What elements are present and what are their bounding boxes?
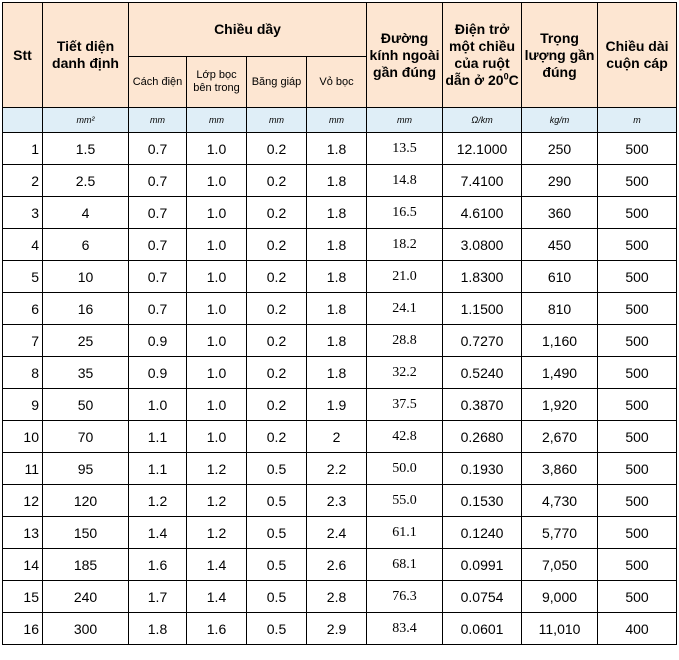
cell-cach-dien: 0.7 <box>129 197 187 229</box>
table-row <box>3 133 677 165</box>
header-dien-tro <box>443 3 522 108</box>
cell-trong-luong: 290 <box>522 165 598 197</box>
cell-tiet-dien: 300 <box>43 613 129 645</box>
header-dien-tro-unit: C <box>508 72 519 88</box>
cell-vo-boc: 2.4 <box>307 517 367 549</box>
cell-chieu-dai: 400 <box>598 613 677 645</box>
cell-trong-luong: 7,050 <box>522 549 598 581</box>
cell-cach-dien: 1.2 <box>129 485 187 517</box>
cell-bang-giap: 0.2 <box>247 421 307 453</box>
cell-vo-boc: 2.9 <box>307 613 367 645</box>
cell-stt: 8 <box>3 357 43 389</box>
cell-chieu-dai: 500 <box>598 133 677 165</box>
cell-trong-luong: 9,000 <box>522 581 598 613</box>
cell-bang-giap: 0.2 <box>247 357 307 389</box>
cell-duong-kinh: 28.8 <box>367 325 443 357</box>
unit-vo-boc: mm <box>307 108 367 133</box>
cell-chieu-dai: 500 <box>598 197 677 229</box>
header-dien-tro-text: Điện trở một chiều của ruột dẫn ở 20 <box>445 21 516 88</box>
cell-cach-dien: 1.8 <box>129 613 187 645</box>
cell-lop-boc: 1.2 <box>187 453 247 485</box>
cell-duong-kinh: 14.8 <box>367 165 443 197</box>
cell-trong-luong: 450 <box>522 229 598 261</box>
cell-bang-giap: 0.2 <box>247 229 307 261</box>
cell-vo-boc: 1.8 <box>307 325 367 357</box>
cell-trong-luong: 4,730 <box>522 485 598 517</box>
cell-tiet-dien: 240 <box>43 581 129 613</box>
cell-trong-luong: 810 <box>522 293 598 325</box>
cell-vo-boc: 1.8 <box>307 133 367 165</box>
cell-tiet-dien: 4 <box>43 197 129 229</box>
cell-dien-tro: 0.2680 <box>443 421 522 453</box>
cell-lop-boc: 1.0 <box>187 229 247 261</box>
cell-dien-tro: 0.7270 <box>443 325 522 357</box>
cell-duong-kinh: 55.0 <box>367 485 443 517</box>
cell-bang-giap: 0.5 <box>247 549 307 581</box>
cell-tiet-dien: 50 <box>43 389 129 421</box>
table-row <box>3 293 677 325</box>
cell-tiet-dien: 150 <box>43 517 129 549</box>
cell-dien-tro: 7.4100 <box>443 165 522 197</box>
cell-stt: 10 <box>3 421 43 453</box>
cell-stt: 14 <box>3 549 43 581</box>
cell-dien-tro: 0.0991 <box>443 549 522 581</box>
header-vo-boc: Vỏ bọc <box>307 57 367 108</box>
table-row <box>3 549 677 581</box>
cell-dien-tro: 0.1930 <box>443 453 522 485</box>
cell-vo-boc: 1.8 <box>307 293 367 325</box>
cell-lop-boc: 1.6 <box>187 613 247 645</box>
cell-lop-boc: 1.0 <box>187 357 247 389</box>
cell-cach-dien: 0.7 <box>129 261 187 293</box>
cell-duong-kinh: 32.2 <box>367 357 443 389</box>
cell-duong-kinh: 42.8 <box>367 421 443 453</box>
header-cach-dien: Cách điện <box>129 57 187 108</box>
cell-chieu-dai: 500 <box>598 261 677 293</box>
unit-chieu-dai: m <box>598 108 677 133</box>
cell-stt: 16 <box>3 613 43 645</box>
unit-tiet-dien: mm² <box>43 108 129 133</box>
cell-stt: 5 <box>3 261 43 293</box>
cell-cach-dien: 1.7 <box>129 581 187 613</box>
unit-lop-boc: mm <box>187 108 247 133</box>
header-duong-kinh: Đường kính ngoài gần đúng <box>367 3 443 108</box>
cell-trong-luong: 5,770 <box>522 517 598 549</box>
cell-chieu-dai: 500 <box>598 389 677 421</box>
cell-lop-boc: 1.0 <box>187 293 247 325</box>
header-stt: Stt <box>3 3 43 108</box>
cell-vo-boc: 1.8 <box>307 229 367 261</box>
table-row <box>3 325 677 357</box>
cell-duong-kinh: 18.2 <box>367 229 443 261</box>
cell-bang-giap: 0.5 <box>247 613 307 645</box>
cell-lop-boc: 1.0 <box>187 133 247 165</box>
header-tiet-dien: Tiết diện danh định <box>43 3 129 108</box>
units-row <box>3 108 677 133</box>
table-row <box>3 197 677 229</box>
cell-trong-luong: 2,670 <box>522 421 598 453</box>
table-row <box>3 613 677 645</box>
cell-dien-tro: 0.0754 <box>443 581 522 613</box>
table-row <box>3 389 677 421</box>
unit-cach-dien: mm <box>129 108 187 133</box>
cell-cach-dien: 1.1 <box>129 453 187 485</box>
cell-cach-dien: 1.0 <box>129 389 187 421</box>
cell-stt: 9 <box>3 389 43 421</box>
cell-cach-dien: 0.7 <box>129 293 187 325</box>
cell-cach-dien: 1.6 <box>129 549 187 581</box>
table-row <box>3 421 677 453</box>
cell-cach-dien: 0.7 <box>129 165 187 197</box>
cell-chieu-dai: 500 <box>598 517 677 549</box>
header-dien-tro-sup: 0 <box>503 71 509 82</box>
cell-stt: 3 <box>3 197 43 229</box>
cell-vo-boc: 1.9 <box>307 389 367 421</box>
cell-stt: 1 <box>3 133 43 165</box>
cell-cach-dien: 0.9 <box>129 325 187 357</box>
cell-vo-boc: 1.8 <box>307 165 367 197</box>
cell-chieu-dai: 500 <box>598 293 677 325</box>
cell-duong-kinh: 16.5 <box>367 197 443 229</box>
cell-vo-boc: 2.8 <box>307 581 367 613</box>
cell-tiet-dien: 185 <box>43 549 129 581</box>
table-row <box>3 517 677 549</box>
cell-lop-boc: 1.0 <box>187 325 247 357</box>
cell-cach-dien: 0.9 <box>129 357 187 389</box>
cell-bang-giap: 0.2 <box>247 261 307 293</box>
cell-chieu-dai: 500 <box>598 485 677 517</box>
table-row <box>3 261 677 293</box>
cell-stt: 12 <box>3 485 43 517</box>
cell-vo-boc: 2.6 <box>307 549 367 581</box>
unit-stt <box>3 108 43 133</box>
cell-bang-giap: 0.5 <box>247 581 307 613</box>
cell-bang-giap: 0.2 <box>247 293 307 325</box>
cell-chieu-dai: 500 <box>598 165 677 197</box>
table-row <box>3 165 677 197</box>
cell-chieu-dai: 500 <box>598 229 677 261</box>
cell-bang-giap: 0.2 <box>247 325 307 357</box>
cell-duong-kinh: 68.1 <box>367 549 443 581</box>
unit-bang-giap: mm <box>247 108 307 133</box>
cell-bang-giap: 0.2 <box>247 389 307 421</box>
header-bang-giap: Băng giáp <box>247 57 307 108</box>
cell-trong-luong: 1,920 <box>522 389 598 421</box>
cell-tiet-dien: 10 <box>43 261 129 293</box>
cell-tiet-dien: 25 <box>43 325 129 357</box>
cell-chieu-dai: 500 <box>598 549 677 581</box>
cell-trong-luong: 3,860 <box>522 453 598 485</box>
cell-lop-boc: 1.0 <box>187 389 247 421</box>
cell-vo-boc: 2.2 <box>307 453 367 485</box>
cell-duong-kinh: 24.1 <box>367 293 443 325</box>
cell-stt: 4 <box>3 229 43 261</box>
cell-trong-luong: 1,490 <box>522 357 598 389</box>
unit-duong-kinh: mm <box>367 108 443 133</box>
header-row <box>3 3 677 57</box>
unit-dien-tro: Ω/km <box>443 108 522 133</box>
cell-trong-luong: 360 <box>522 197 598 229</box>
table-row <box>3 229 677 261</box>
cable-spec-table <box>2 2 677 645</box>
cell-trong-luong: 11,010 <box>522 613 598 645</box>
cell-bang-giap: 0.2 <box>247 197 307 229</box>
cell-vo-boc: 1.8 <box>307 357 367 389</box>
cell-dien-tro: 0.1240 <box>443 517 522 549</box>
cell-bang-giap: 0.5 <box>247 453 307 485</box>
table-row <box>3 485 677 517</box>
cell-duong-kinh: 83.4 <box>367 613 443 645</box>
cell-trong-luong: 610 <box>522 261 598 293</box>
cell-chieu-dai: 500 <box>598 453 677 485</box>
cell-duong-kinh: 76.3 <box>367 581 443 613</box>
cell-cach-dien: 0.7 <box>129 229 187 261</box>
cell-stt: 7 <box>3 325 43 357</box>
cell-dien-tro: 3.0800 <box>443 229 522 261</box>
cell-cach-dien: 0.7 <box>129 133 187 165</box>
cell-lop-boc: 1.4 <box>187 549 247 581</box>
cell-chieu-dai: 500 <box>598 581 677 613</box>
cell-duong-kinh: 50.0 <box>367 453 443 485</box>
table-row <box>3 357 677 389</box>
cell-tiet-dien: 1.5 <box>43 133 129 165</box>
cell-tiet-dien: 70 <box>43 421 129 453</box>
cell-tiet-dien: 120 <box>43 485 129 517</box>
cell-bang-giap: 0.2 <box>247 165 307 197</box>
header-chieu-dai: Chiều dài cuộn cáp <box>598 3 677 108</box>
cell-dien-tro: 1.1500 <box>443 293 522 325</box>
table-row <box>3 453 677 485</box>
cell-tiet-dien: 6 <box>43 229 129 261</box>
cell-chieu-dai: 500 <box>598 357 677 389</box>
cell-lop-boc: 1.0 <box>187 421 247 453</box>
cell-tiet-dien: 35 <box>43 357 129 389</box>
cell-dien-tro: 0.5240 <box>443 357 522 389</box>
cell-vo-boc: 1.8 <box>307 197 367 229</box>
cell-lop-boc: 1.0 <box>187 261 247 293</box>
cell-chieu-dai: 500 <box>598 421 677 453</box>
cell-lop-boc: 1.2 <box>187 485 247 517</box>
cell-tiet-dien: 16 <box>43 293 129 325</box>
header-lop-boc: Lớp bọc bên trong <box>187 57 247 108</box>
cell-dien-tro: 0.1530 <box>443 485 522 517</box>
header-trong-luong: Trọng lượng gần đúng <box>522 3 598 108</box>
table-body <box>3 133 677 645</box>
cell-dien-tro: 1.8300 <box>443 261 522 293</box>
cell-dien-tro: 12.1000 <box>443 133 522 165</box>
cell-tiet-dien: 95 <box>43 453 129 485</box>
cell-lop-boc: 1.2 <box>187 517 247 549</box>
cell-duong-kinh: 13.5 <box>367 133 443 165</box>
cell-dien-tro: 4.6100 <box>443 197 522 229</box>
cell-bang-giap: 0.5 <box>247 485 307 517</box>
cell-dien-tro: 0.0601 <box>443 613 522 645</box>
cell-duong-kinh: 21.0 <box>367 261 443 293</box>
cell-trong-luong: 1,160 <box>522 325 598 357</box>
cell-stt: 13 <box>3 517 43 549</box>
cell-duong-kinh: 37.5 <box>367 389 443 421</box>
unit-trong-luong: kg/m <box>522 108 598 133</box>
cell-vo-boc: 2 <box>307 421 367 453</box>
cell-stt: 15 <box>3 581 43 613</box>
header-chieu-day: Chiều dầy <box>129 3 367 57</box>
cell-lop-boc: 1.4 <box>187 581 247 613</box>
cell-vo-boc: 1.8 <box>307 261 367 293</box>
cell-chieu-dai: 500 <box>598 325 677 357</box>
cell-lop-boc: 1.0 <box>187 165 247 197</box>
cell-stt: 6 <box>3 293 43 325</box>
cell-vo-boc: 2.3 <box>307 485 367 517</box>
cell-dien-tro: 0.3870 <box>443 389 522 421</box>
cell-duong-kinh: 61.1 <box>367 517 443 549</box>
cell-stt: 11 <box>3 453 43 485</box>
cell-bang-giap: 0.5 <box>247 517 307 549</box>
cell-cach-dien: 1.1 <box>129 421 187 453</box>
cell-cach-dien: 1.4 <box>129 517 187 549</box>
cell-trong-luong: 250 <box>522 133 598 165</box>
cell-bang-giap: 0.2 <box>247 133 307 165</box>
cell-stt: 2 <box>3 165 43 197</box>
cell-lop-boc: 1.0 <box>187 197 247 229</box>
table-row <box>3 581 677 613</box>
cell-tiet-dien: 2.5 <box>43 165 129 197</box>
